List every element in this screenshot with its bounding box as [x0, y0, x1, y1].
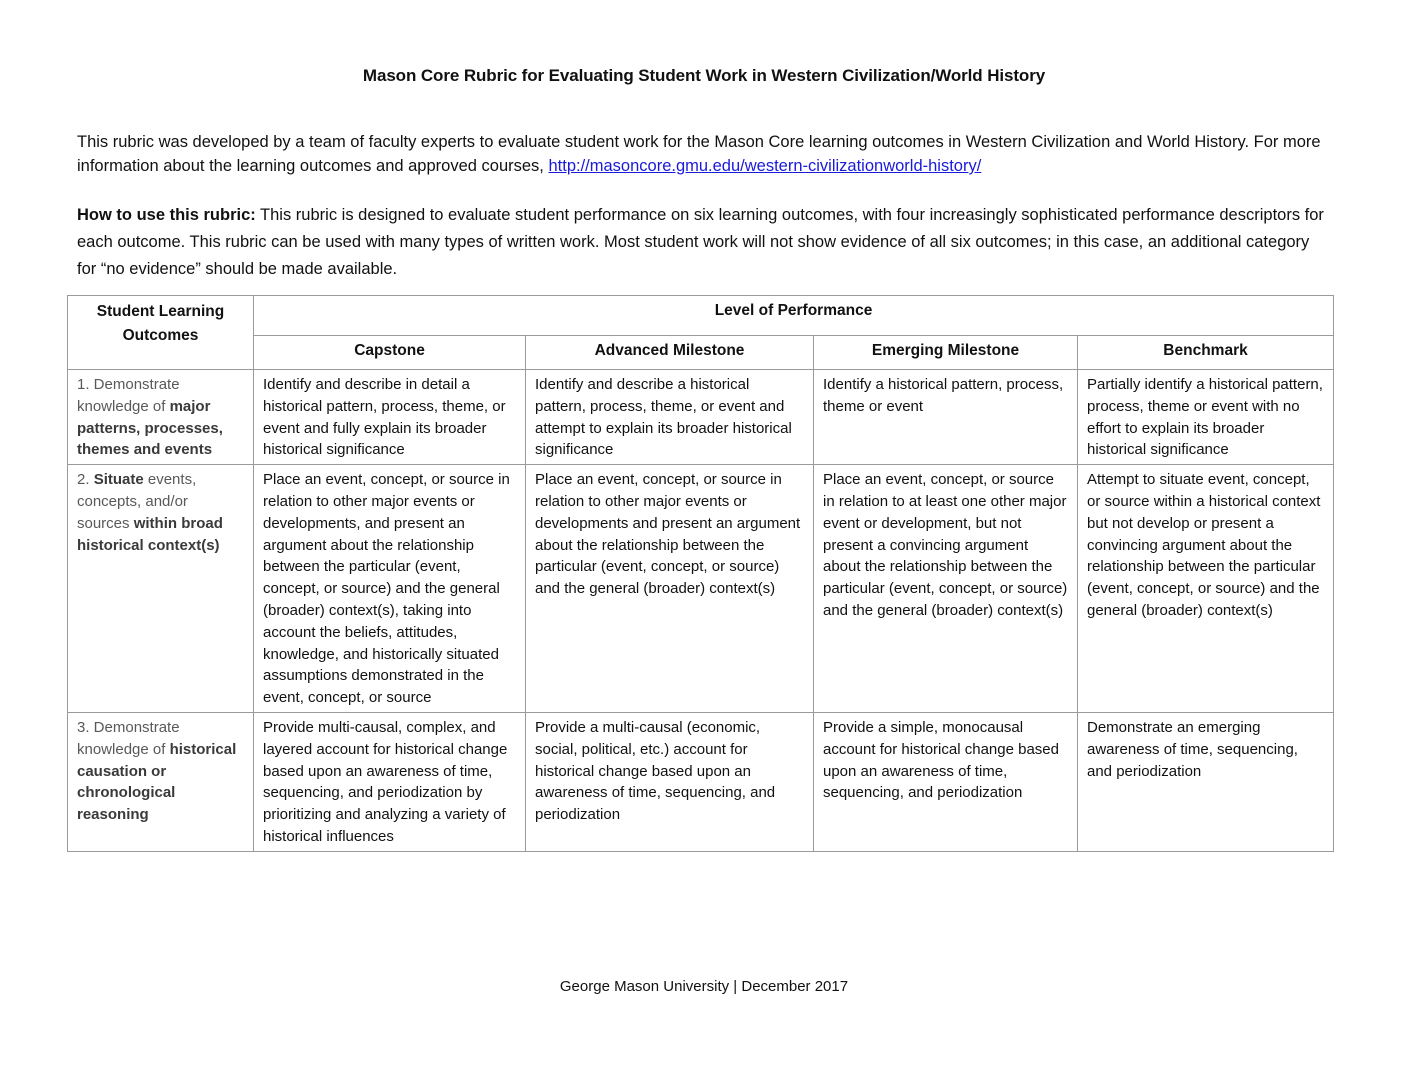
table-row [68, 370, 1334, 465]
descriptor-cell-benchmark: Attempt to situate event, concept, or source within a historical context but not develop or present a convincing argument about the relationship between the particular (event, concept, or source) and the general (broader) context(s) [1078, 465, 1334, 713]
outcome-text: events, concepts, and/or sources [77, 471, 197, 532]
outcome-text-emphasis: historical causation or chronological reasoning [77, 740, 237, 824]
intro-paragraph [77, 130, 1327, 178]
howto-paragraph [77, 202, 1327, 283]
howto-text: This rubric is designed to evaluate student performance on six learning outcomes, with four increasingly sophisticated performance descriptors for each outcome. This rubric can be used with many types of written work. Most student work will not show evidence of all six outcomes; in this case, an additional category for “no evidence” should be made available. [77, 206, 1324, 278]
level-header-advanced-milestone: Advanced Milestone [526, 336, 814, 370]
document-title: Mason Core Rubric for Evaluating Student Work in Western Civilization/World History [362, 66, 1046, 85]
table-row [68, 712, 1334, 851]
table-row [68, 465, 1334, 713]
rubric-header [68, 296, 1334, 370]
outcome-text-emphasis: within broad historical context(s) [77, 514, 223, 554]
outcome-cell [68, 370, 254, 465]
descriptor-cell-emerging-milestone: Provide a simple, monocausal account for historical change based upon an awareness of time, sequencing, and periodization [814, 712, 1078, 851]
intro-text: This rubric was developed by a team of faculty experts to evaluate student work for the Mason Core learning outcomes in Western Civilization and World History. For more information about the learning outcomes and approved courses, [77, 133, 1321, 175]
outcome-text: 2. [77, 471, 94, 489]
descriptor-cell-emerging-milestone: Place an event, concept, or source in relation to at least one other major event or development, but not present a convincing argument about the relationship between the particular (event, concept, or source) and the general (broader) context(s) [814, 465, 1078, 713]
outcomes-header: Student Learning Outcomes [68, 296, 254, 370]
descriptor-cell-emerging-milestone: Identify a historical pattern, process, theme or event [814, 370, 1078, 465]
level-header-emerging-milestone: Emerging Milestone [814, 336, 1078, 370]
descriptor-cell-capstone: Place an event, concept, or source in relation to other major events or developments, and present an argument about the relationship between the particular (event, concept, or source) and the general (broader) context(s), taking into account the beliefs, attitudes, knowledge, and historically situated assumptions demonstrated in the event, concept, or source [254, 465, 526, 713]
page-footer: George Mason University | December 2017 [559, 978, 849, 995]
outcome-text: 1. Demonstrate knowledge of [77, 376, 180, 415]
howto-label: How to use this rubric: [77, 206, 256, 224]
descriptor-cell-advanced-milestone: Place an event, concept, or source in relation to other major events or developments and present an argument about the relationship between the particular (event, concept, or source) and the general (broader) context(s) [526, 465, 814, 713]
descriptor-cell-benchmark: Demonstrate an emerging awareness of time, sequencing, and periodization [1078, 712, 1334, 851]
outcome-text: 3. Demonstrate knowledge of [77, 718, 180, 758]
rubric-table [67, 295, 1334, 852]
level-header-capstone: Capstone [254, 336, 526, 370]
descriptor-cell-advanced-milestone: Identify and describe a historical pattern, process, theme, or event and attempt to explain its broader historical significance [526, 370, 814, 465]
descriptor-cell-capstone: Identify and describe in detail a historical pattern, process, theme, or event and fully explain its broader historical significance [254, 370, 526, 465]
performance-header: Level of Performance [254, 296, 1334, 336]
descriptor-cell-advanced-milestone: Provide a multi-causal (economic, social, political, etc.) account for historical change based upon an awareness of time, sequencing, and periodization [526, 712, 814, 851]
level-header-benchmark: Benchmark [1078, 336, 1334, 370]
masoncore-link[interactable]: http://masoncore.gmu.edu/western-civilizationworld-history/ [548, 157, 982, 175]
descriptor-cell-benchmark: Partially identify a historical pattern, process, theme or event with no effort to explain its broader historical significance [1078, 370, 1334, 465]
outcome-cell [68, 712, 254, 851]
descriptor-cell-capstone: Provide multi-causal, complex, and layered account for historical change based upon an awareness of time, sequencing, and periodization by prioritizing and analyzing a variety of historical influences [254, 712, 526, 851]
rubric-body [68, 370, 1334, 852]
outcome-text-emphasis: Situate [93, 471, 144, 489]
outcome-cell [68, 465, 254, 713]
outcome-text-emphasis: major patterns, processes, themes and events [77, 397, 223, 459]
